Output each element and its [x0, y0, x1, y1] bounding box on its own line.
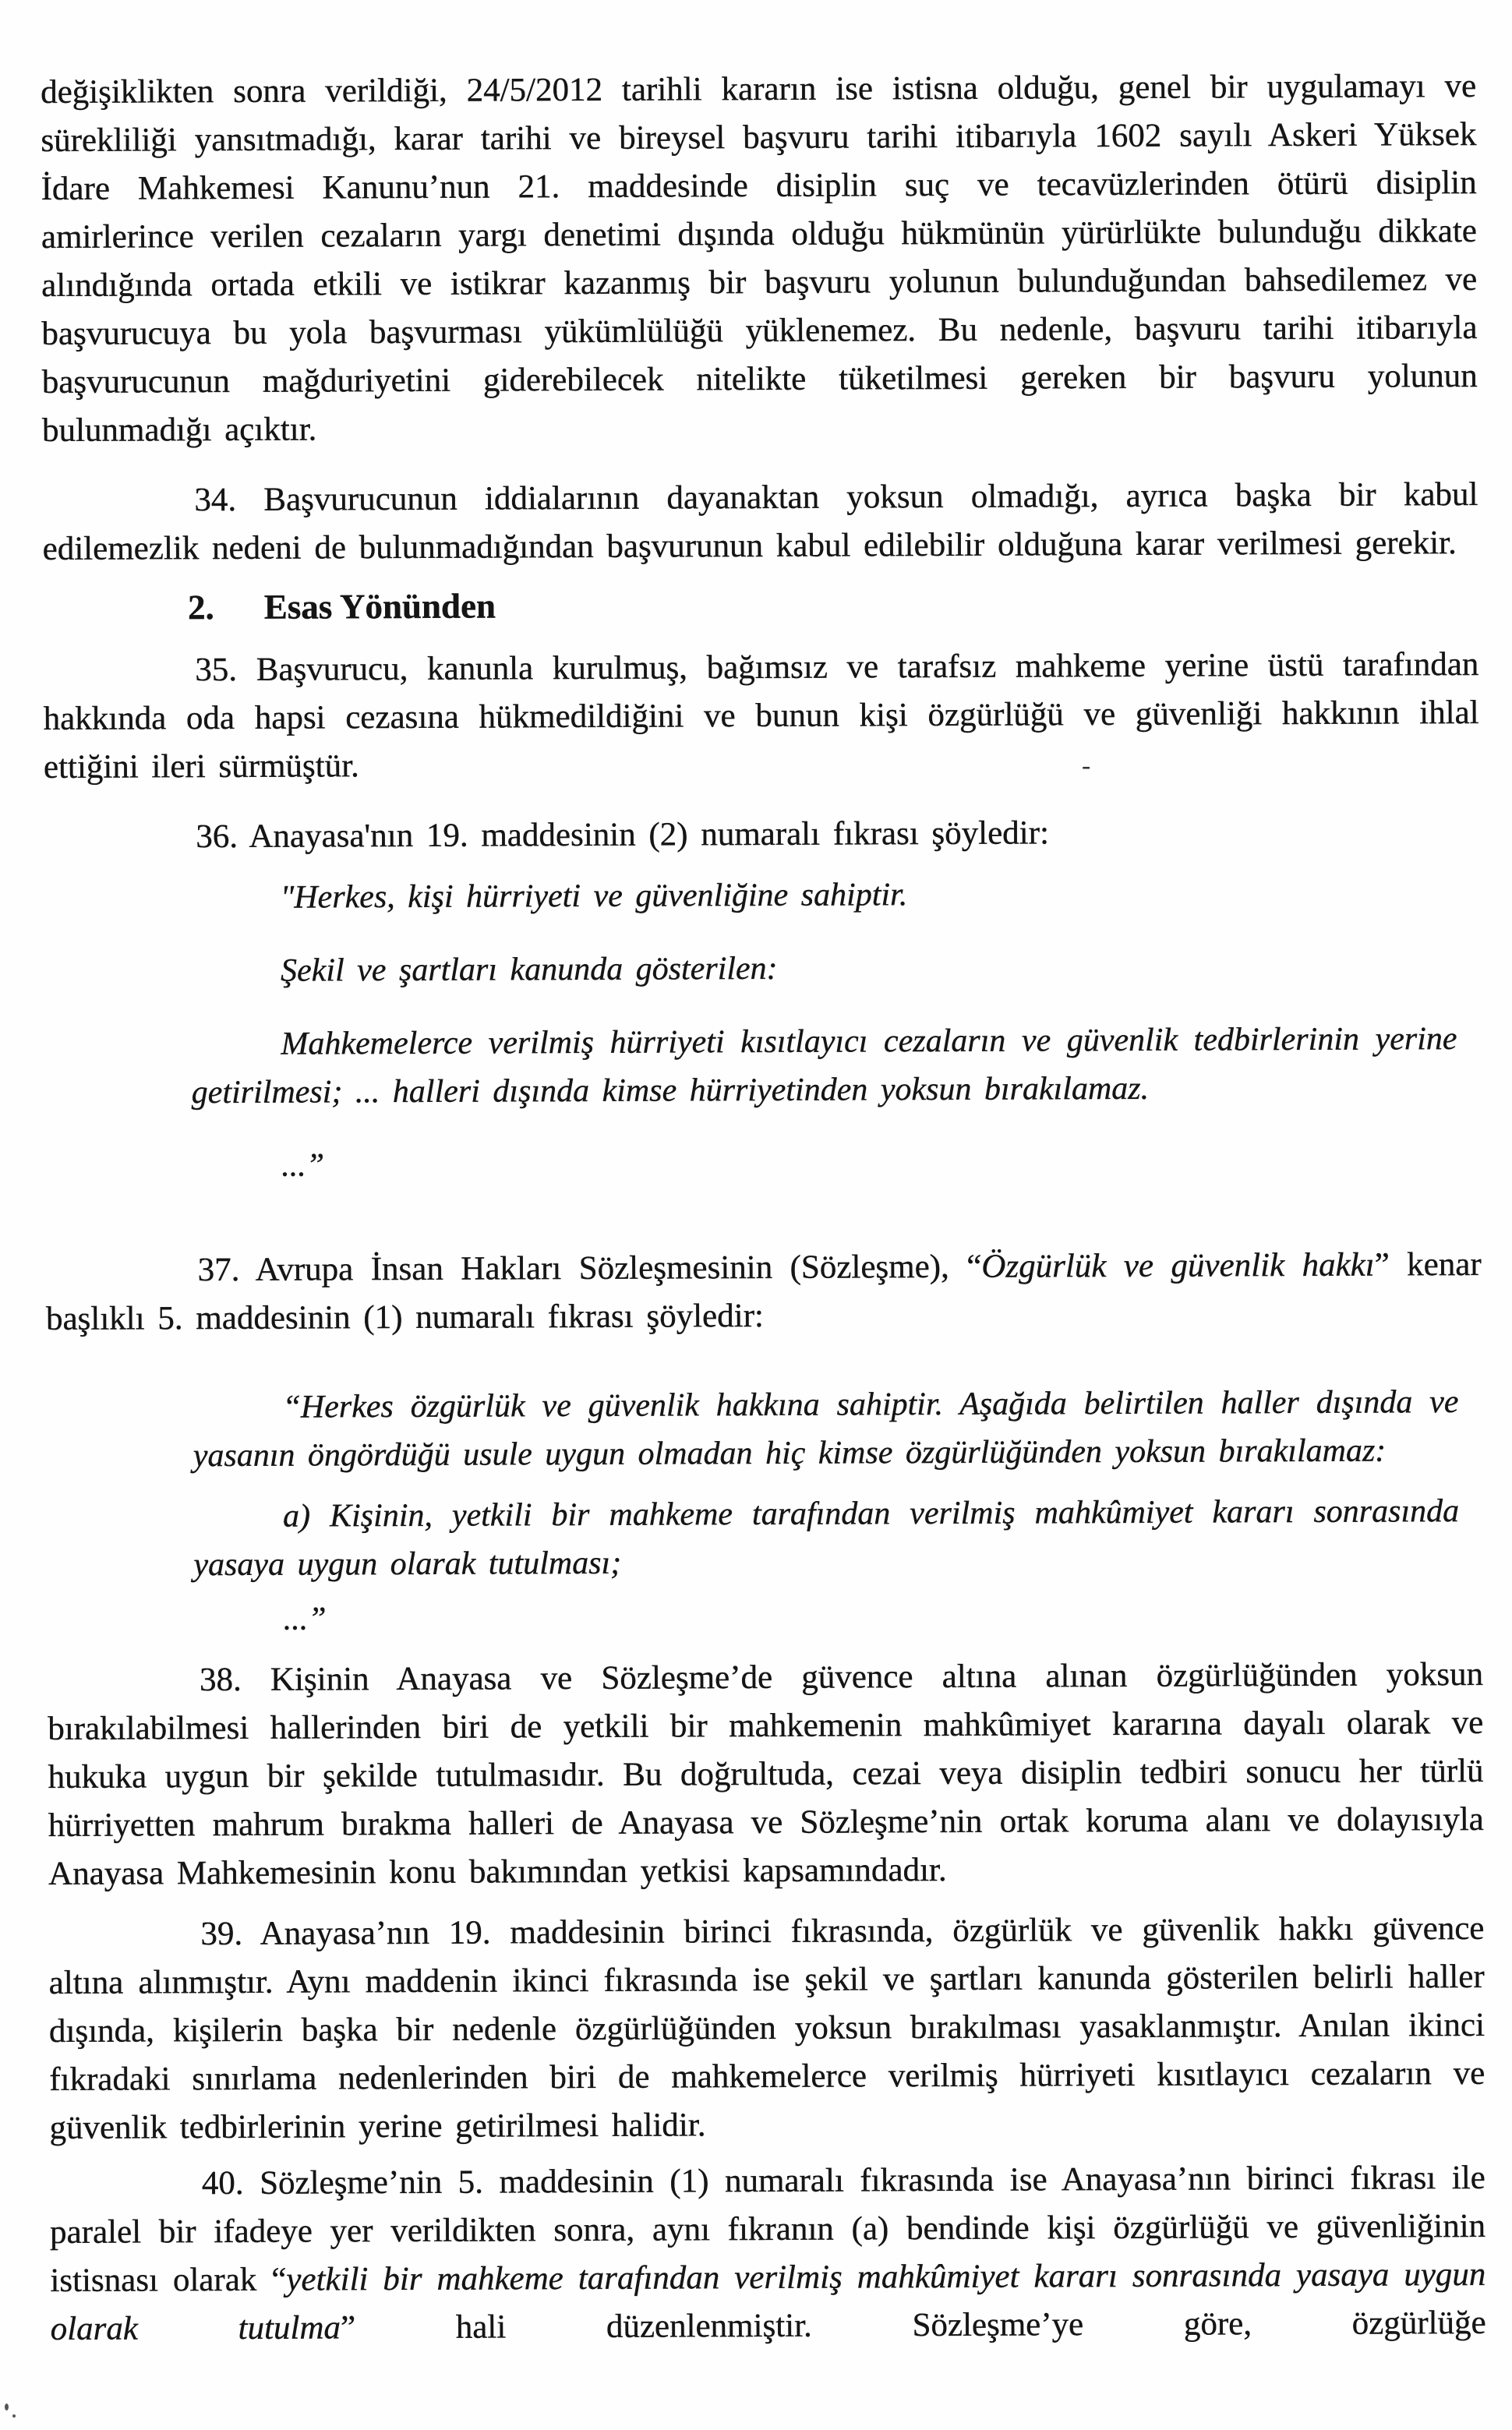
- paragraph-37-italic-title: Özgürlük ve güvenlik hakkı: [981, 1246, 1375, 1285]
- scan-artifact-dash: -: [1082, 751, 1091, 780]
- scan-artifact-speck: [5, 2404, 9, 2411]
- page-text-block: [41, 62, 1486, 2354]
- quote-anayasa-closing-ellipsis: ...”: [281, 1147, 325, 1184]
- quote-anayasa-line-3: Mahkemelerce verilmiş hürriyeti kısıtlayıcı cezaların ve güvenlik tedbirlerinin yerine getirilmesi; ... halleri dışında kimse hürriyetinden yoksun bırakılamaz.: [191, 1021, 1457, 1111]
- quote-sozlesme-line-1: “Herkes özgürlük ve güvenlik hakkına sahiptir. Aşağıda belirtilen haller dışında ve yasanın öngördüğü usule uygun olmadan hiç kimse özgürlüğünden yoksun bırakılamaz:: [193, 1384, 1459, 1475]
- paragraph-40-text: 40. Sözleşme’nin 5. maddesinin (1) numaralı fıkrasında ise Anayasa’nın birinci fıkrası ile paralel bir ifadeye yer verildikten sonra, aynı fıkranın (a) bendinde kişi özgürlüğü ve güvenliğinin istisnası olarak “: [50, 2159, 1486, 2299]
- paragraph-35: 35. Başvurucu, kanunla kurulmuş, bağımsız ve tarafsız mahkeme yerine üstü tarafından hakkında oda hapsi cezasına hükmedildiğini ve bunun kişi özgürlüğü ve güvenliği hakkının ihlal ettiğini ileri sürmüştür.: [43, 645, 1479, 786]
- paragraph-33-continuation: değişiklikten sonra verildiği, 24/5/2012 tarihli kararın ise istisna olduğu, genel bir uygulamayı ve sürekliliği yansıtmadığı, karar tarihi ve bireysel başvuru tarihi itibarıyla 1602 sayılı Askeri Yüksek İdare Mahkemesi Kanunu’nun 21. maddesinde disiplin suç ve tecavüzlerinden ötürü disiplin amirlerince verilen cezaların yargı denetimi dışında olduğu hükmünün yürürlükte bulunduğu dikkate alındığında ortada etkili ve istikrar kazanmış bir başvuru yolunun bulunduğundan bahsedilemez ve başvurucuya bu yola başvurması yükümlülüğü yüklenemez. Bu nedenle, başvuru tarihi itibarıyla başvurucunun mağduriyetini giderebilecek nitelikte tüketilmesi gereken bir başvuru yolunun bulunmadığı açıktır.: [41, 67, 1478, 450]
- paragraph-37-text-tail: ” kenar başlıklı 5. maddesinin (1) numaralı fıkrası şöyledir:: [45, 1245, 1482, 1338]
- quote-anayasa-line-2: Şekil ve şartları kanunda gösterilen:: [280, 950, 778, 989]
- scan-artifact-speck: [12, 2414, 16, 2418]
- paragraph-40: [50, 2154, 1486, 2354]
- paragraph-40-text-tail: ” hali düzenlenmiştir. Sözleşme’ye göre, özgürlüğe: [340, 2304, 1486, 2347]
- paragraph-34: 34. Başvurucunun iddialarının dayanaktan yoksun olmadığı, ayrıca başka bir kabul edilemezlik nedeni de bulunmadığından başvurunun kabul edilebilir olduğuna karar verilmesi gerekir.: [42, 475, 1478, 568]
- paragraph-37: [46, 1241, 1482, 1344]
- paragraph-37-text: 37. Avrupa İnsan Hakları Sözleşmesinin (Sözleşme), “: [197, 1248, 982, 1289]
- section-heading-esas-yonunden: [43, 581, 1478, 628]
- paragraph-40-italic-quote: yetkili bir mahkeme tarafından verilmiş mahkûmiyet kararı sonrasında yasaya uygun olarak tutulma: [50, 2255, 1486, 2347]
- paragraph-38: 38. Kişinin Anayasa ve Sözleşme’de güvence altına alınan özgürlüğünden yoksun bırakılabilmesi hallerinden biri de yetkili bir mahkemenin mahkûmiyet kararına dayalı olarak ve hukuka uygun bir şekilde tutulmasıdır. Bu doğrultuda, cezai veya disiplin tedbiri sonucu her türlü hürriyetten mahrum bırakma halleri de Anayasa ve Sözleşme’nin ortak koruma alanı ve dolayısıyla Anayasa Mahkemesinin konu bakımından yetkisi kapsamındadır.: [48, 1655, 1484, 1892]
- quote-anayasa-line-1: "Herkes, kişi hürriyeti ve güvenliğine sahiptir.: [280, 877, 908, 916]
- heading-title: Esas Yönünden: [263, 586, 496, 627]
- quote-sozlesme-closing-ellipsis: ...”: [283, 1601, 327, 1637]
- paragraph-36: 36. Anayasa'nın 19. maddesinin (2) numaralı fıkrası şöyledir:: [196, 814, 1050, 856]
- paragraph-39: 39. Anayasa’nın 19. maddesinin birinci fıkrasında, özgürlük ve güvenlik hakkı güvence altına alınmıştır. Aynı maddenin ikinci fıkrasında ise şekil ve şartları kanunda gösterilen belirli haller dışında, kişilerin başka bir nedenle özgürlüğünden yoksun bırakılması yasaklanmıştır. Anılan ikinci fıkradaki sınırlama nedenlerinden biri de mahkemelerce verilmiş hürriyeti kısıtlayıcı cezaların ve güvenlik tedbirlerinin yerine getirilmesi halidir.: [48, 1909, 1486, 2146]
- heading-number: 2.: [187, 588, 214, 627]
- quote-sozlesme-line-2: a) Kişinin, yetkili bir mahkeme tarafından verilmiş mahkûmiyet kararı sonrasında yasaya uygun olarak tutulması;: [193, 1493, 1460, 1584]
